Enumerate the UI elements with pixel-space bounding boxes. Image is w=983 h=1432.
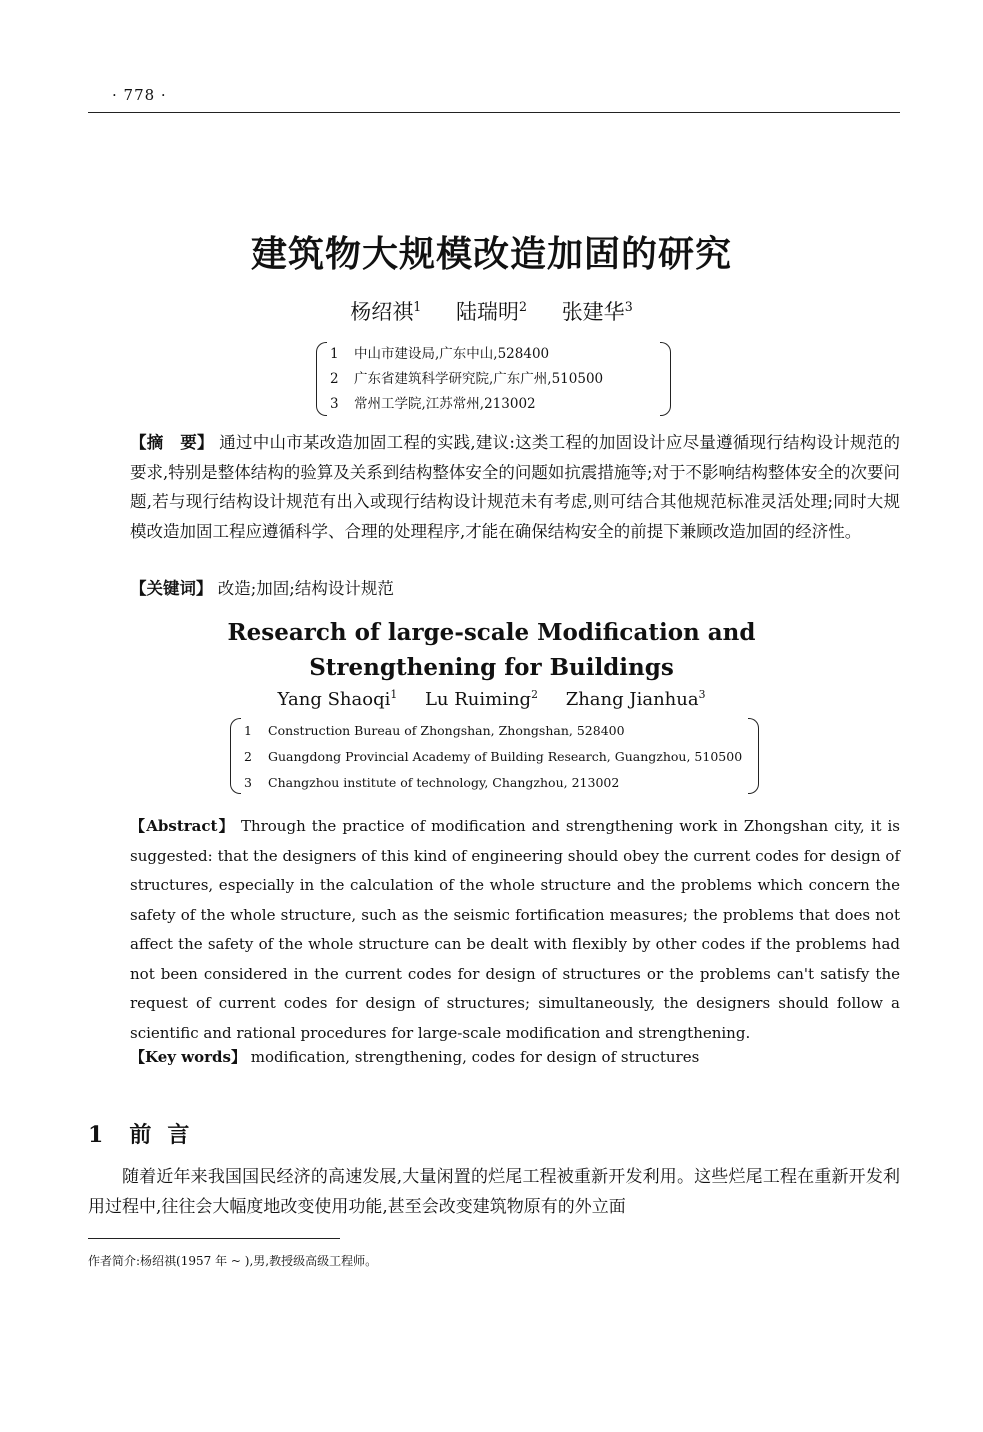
author-name: Lu Ruiming: [424, 689, 532, 710]
chinese-title: 建筑物大规模改造加固的研究: [250, 233, 732, 275]
author-footnote: 作者简介:杨绍祺(1957 年 ~ ),男,教授级高级工程师。: [88, 1254, 378, 1268]
english-authors: [0, 688, 983, 710]
english-title: [0, 615, 983, 685]
abstract-text: Through the practice of modification and strengthening work in Zhongshan city, it is suggested: that the designers of this kind of engineering should obey the current codes for design of structures, especially in the calculation of the whole structure and the problems which concern the safety of the whole structure, such as the seismic fortification measures; the problems that does not affect the safety of the whole structure can be dealt with flexibly by other codes if the problems had not been considered in the current codes for design of structures or the problems can't satisfy the request of current codes for design of structures; simultaneously, the designers should follow a scientific and rational procedures for large-scale modification and strengthening.: [130, 817, 900, 1042]
chinese-abstract: [130, 428, 900, 546]
affiliation-item: 2 Guangdong Provincial Academy of Building Research, Guangzhou, 510500: [244, 749, 743, 764]
keywords-text: 改造;加固;结构设计规范: [217, 579, 394, 598]
left-brace: [230, 718, 241, 794]
section-number: 1: [88, 1122, 104, 1148]
english-abstract: [130, 812, 900, 1048]
affiliation-item: 3 常州工学院,江苏常州,213002: [330, 396, 536, 412]
keywords-label: 【Key words】: [130, 1048, 246, 1066]
affiliation-item: 1 Construction Bureau of Zhongshan, Zhongshan, 528400: [244, 723, 625, 738]
english-title-line: Strengthening for Buildings: [309, 654, 674, 681]
right-brace: [748, 718, 759, 794]
abstract-label: 【摘 要】: [130, 433, 214, 452]
abstract-label: 【Abstract】: [130, 817, 235, 835]
author-affiliation-mark: 3: [624, 299, 633, 314]
section-heading: [88, 1118, 205, 1149]
author-name: 张建华: [561, 300, 625, 324]
abstract-text: 通过中山市某改造加固工程的实践,建议:这类工程的加固设计应尽量遵循现行结构设计规范的要求,特别是整体结构的验算及关系到结构整体安全的问题如抗震措施等;对于不影响结构整体安全的次要问题,若与现行结构设计规范有出入或现行结构设计规范未有考虑,则可结合其他规范标准灵活处理;同时大规模改造加固工程应遵循科学、合理的处理程序,才能在确保结构安全的前提下兼顾改造加固的经济性。: [130, 433, 901, 541]
section-title: 前言: [129, 1122, 206, 1148]
english-title-line: Research of large-scale Modification and: [227, 619, 756, 646]
page-number: · 778 ·: [112, 86, 167, 104]
chinese-keywords: [130, 575, 394, 599]
english-affiliations: [244, 718, 750, 796]
left-brace: [316, 342, 327, 416]
affiliation-item: 2 广东省建筑科学研究院,广东广州,510500: [330, 371, 604, 387]
author-name: 杨绍祺: [350, 300, 414, 324]
chinese-affiliations: [330, 342, 666, 417]
header-rule: [88, 112, 900, 113]
author-affiliation-mark: 1: [390, 688, 398, 701]
author-affiliation-mark: 3: [698, 688, 706, 701]
author-affiliation-mark: 2: [531, 688, 538, 701]
affiliation-item: 3 Changzhou institute of technology, Changzhou, 213002: [244, 775, 620, 790]
author-name: Yang Shaoqi: [277, 689, 391, 710]
author-affiliation-mark: 1: [413, 299, 422, 314]
body-paragraph: 随着近年来我国国民经济的高速发展,大量闲置的烂尾工程被重新开发利用。这些烂尾工程在重新开发利用过程中,往往会大幅度地改变使用功能,甚至会改变建筑物原有的外立面: [88, 1167, 900, 1217]
author-name: 陆瑞明: [455, 300, 519, 324]
author-name: Zhang Jianhua: [565, 689, 699, 710]
keywords-label: 【关键词】: [130, 579, 213, 598]
affiliation-item: 1 中山市建设局,广东中山,528400: [330, 346, 550, 362]
keywords-text: modification, strengthening, codes for design of structures: [250, 1048, 700, 1066]
chinese-authors: [0, 296, 983, 326]
footnote-rule: [88, 1238, 340, 1239]
author-affiliation-mark: 2: [518, 299, 527, 314]
right-brace: [660, 342, 671, 416]
english-keywords: [130, 1046, 699, 1067]
